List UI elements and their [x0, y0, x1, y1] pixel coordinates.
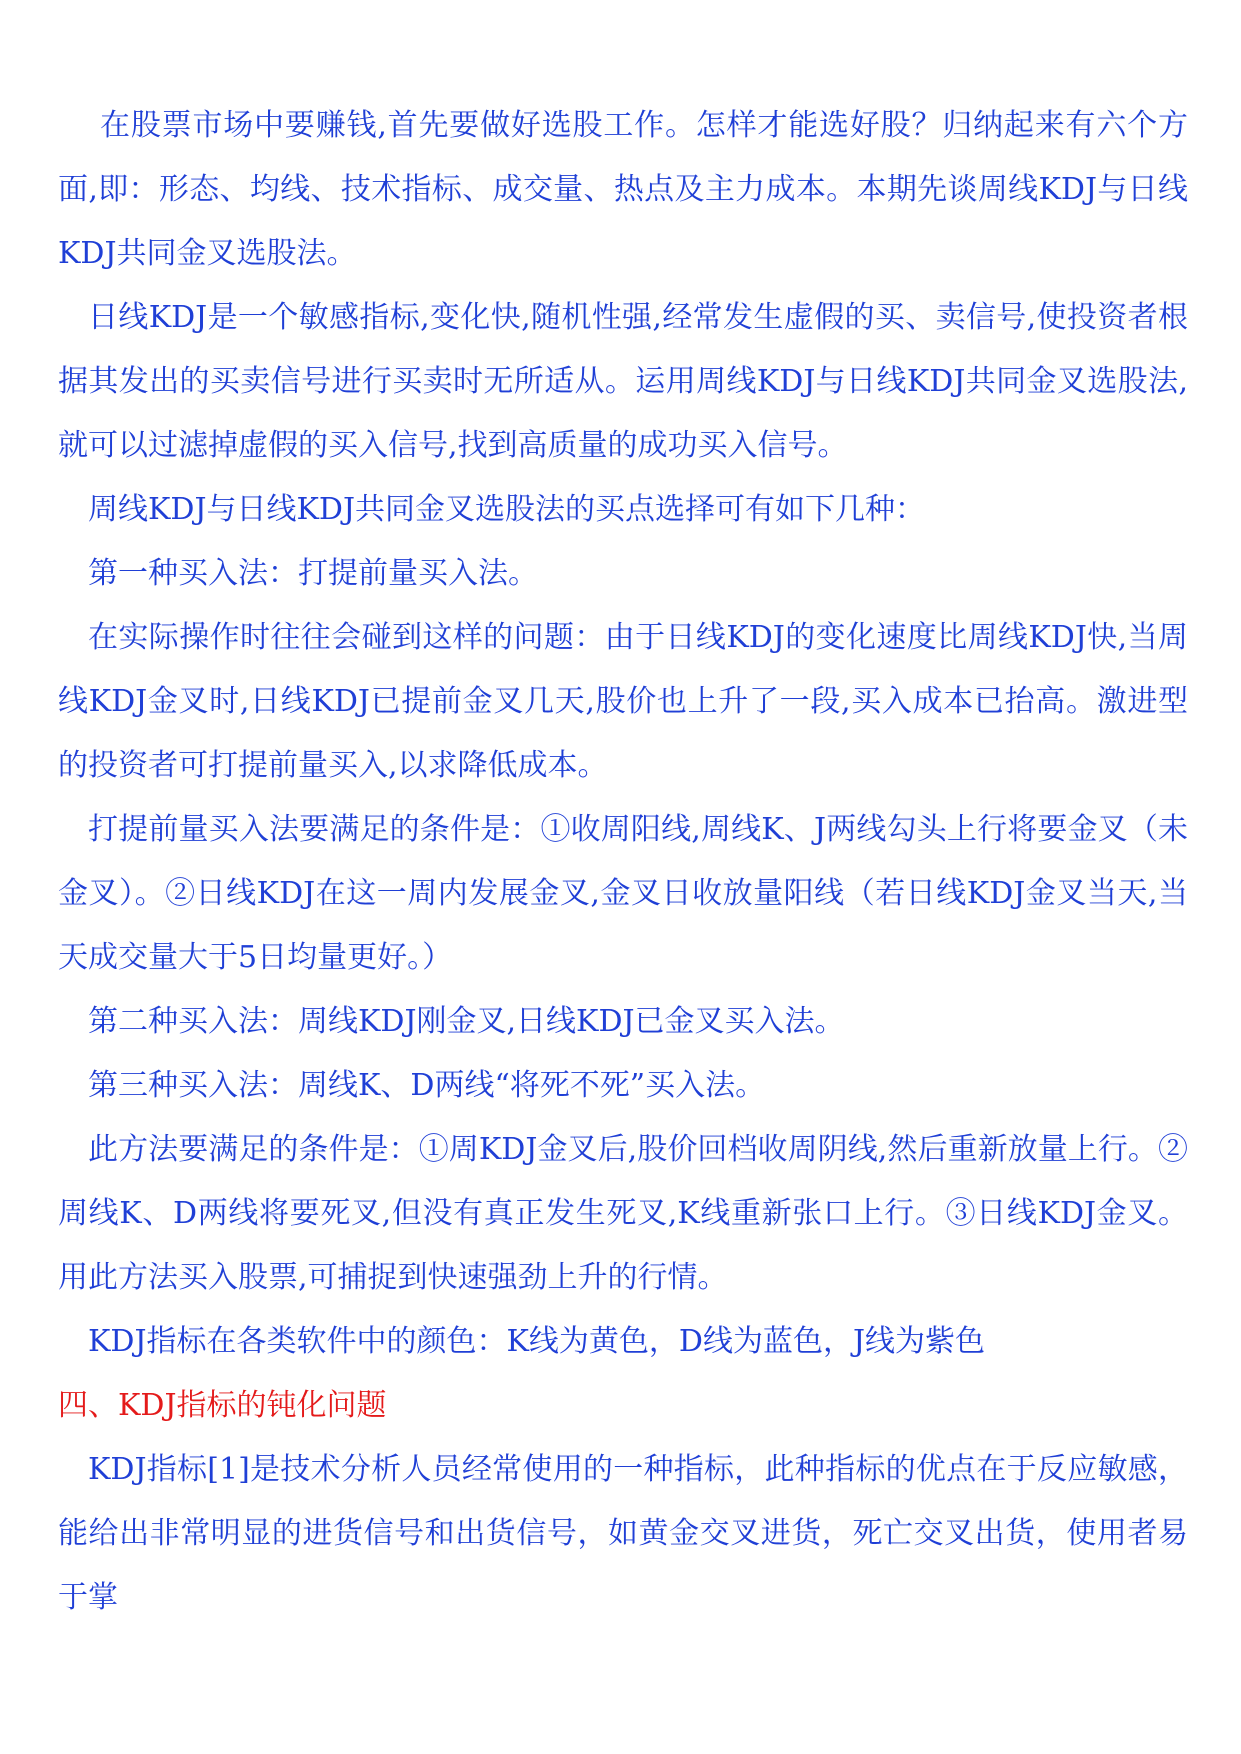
paragraph-kdj-colors: KDJ指标在各类软件中的颜色：K线为黄色，D线为蓝色，J线为紫色	[88, 1324, 985, 1359]
paragraph-method-1-conditions: 打提前量买入法要满足的条件是：①收周阳线,周线K、J两线勾头上行将要金叉（未金叉）。②日线KDJ在这一周内发展金叉,金叉日收放量阳线（若日线KDJ金叉当天,当天成交量大于5日均量更好。）	[58, 812, 1188, 975]
paragraph-buy-points: 周线KDJ与日线KDJ共同金叉选股法的买点选择可有如下几种：	[88, 492, 925, 527]
paragraph-method-3: 第三种买入法：周线K、D两线“将死不死”买入法。	[88, 1068, 766, 1103]
paragraph-practice: 在实际操作时往往会碰到这样的问题：由于日线KDJ的变化速度比周线KDJ快,当周线KDJ金叉时,日线KDJ已提前金叉几天,股价也上升了一段,买入成本已抬高。激进型的投资者可打提前量买入,以求降低成本。	[58, 620, 1188, 783]
paragraph-method-1: 第一种买入法：打提前量买入法。	[88, 556, 538, 591]
paragraph-section-body: KDJ指标[1]是技术分析人员经常使用的一种指标，此种指标的优点在于反应敏感，能给出非常明显的进货信号和出货信号，如黄金交叉进货，死亡交叉出货，使用者易于掌	[58, 1452, 1188, 1615]
paragraph-method-2: 第二种买入法：周线KDJ刚金叉,日线KDJ已金叉买入法。	[88, 1004, 845, 1039]
paragraph-method-3-conditions: 此方法要满足的条件是：①周KDJ金叉后,股价回档收周阴线,然后重新放量上行。②周线K、D两线将要死叉,但没有真正发生死叉,K线重新张口上行。③日线KDJ金叉。用此方法买入股票,可捕捉到快速强劲上升的行情。	[58, 1132, 1188, 1295]
document-page	[58, 94, 1188, 1630]
section-heading: 四、KDJ指标的钝化问题	[58, 1388, 387, 1423]
paragraph-intro: 在股票市场中要赚钱,首先要做好选股工作。怎样才能选好股？归纳起来有六个方面,即：形态、均线、技术指标、成交量、热点及主力成本。本期先谈周线KDJ与日线KDJ共同金叉选股法。	[58, 108, 1188, 271]
paragraph-daily-kdj: 日线KDJ是一个敏感指标,变化快,随机性强,经常发生虚假的买、卖信号,使投资者根据其发出的买卖信号进行买卖时无所适从。运用周线KDJ与日线KDJ共同金叉选股法,就可以过滤掉虚假的买入信号,找到高质量的成功买入信号。	[58, 300, 1188, 463]
